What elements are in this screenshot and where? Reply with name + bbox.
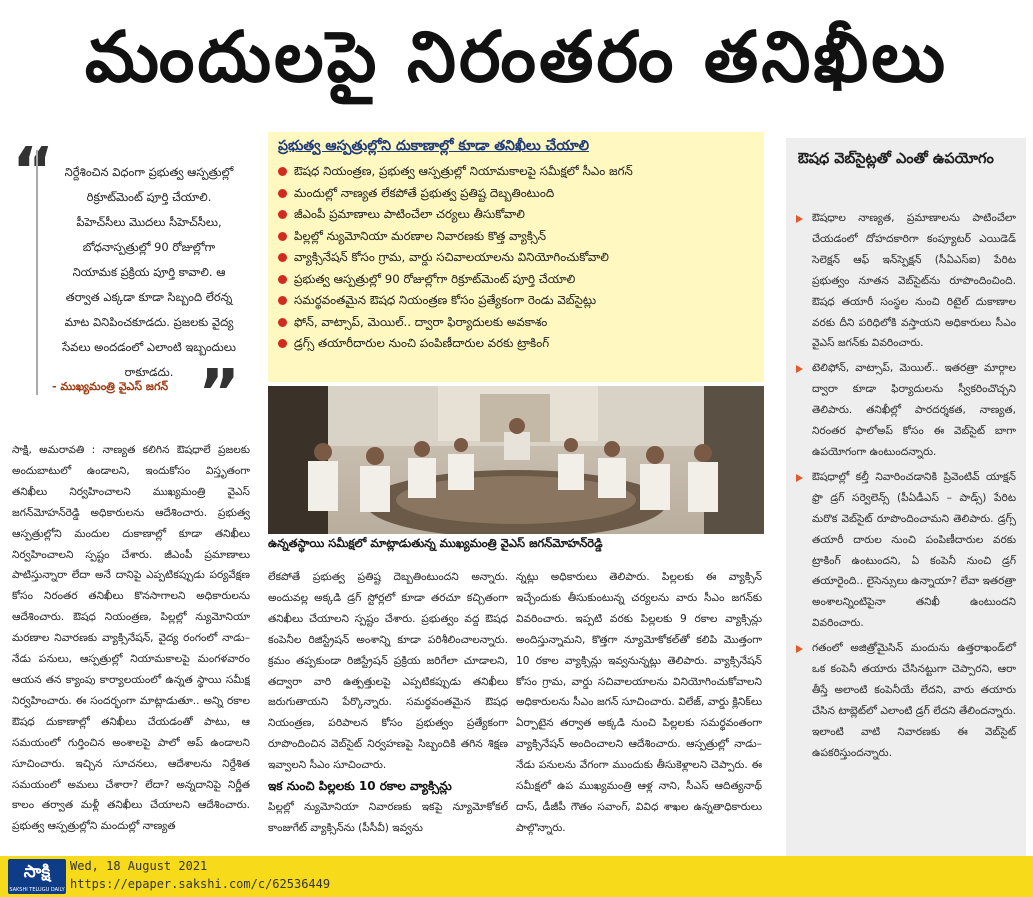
highlight-item: డ్రగ్స్‌ తయారీదారుల నుంచి పంపిణీదారుల వరకు ట్రాకింగ్‌ (278, 333, 754, 355)
sidebar-item: టెలిఫోన్‌, వాట్సాప్‌, మెయిల్‌.. ఇతరత్రా మార్గాల ద్వారా కూడా ఫిర్యాదులను స్వీకరించొచ్చని తెలిపారు. తనిఖీల్లో పారదర్శకత, నాణ్యత, నిరంతర ఫాలోఅప్‌ కోసం ఈ వెబ్‌సైట్‌ బాగా ఉపయోగంగా ఉంటుందన్నారు. (796, 358, 1016, 463)
meeting-photo-illustration (268, 386, 764, 534)
highlight-item: సమర్థవంతమైన ఔషధ నియంత్రణ కోసం ప్రత్యేకంగా రెండు వెబ్‌సైట్లు (278, 290, 754, 312)
article-column-2-tail: పిల్లల్లో న్యుమోనియా నివారణకు ఇకపై న్యూమోకోకల్‌ కాంజుగేట్‌ వ్యాక్సిన్‌ను (పీసీవీ) ఇవ్వను (268, 800, 508, 834)
highlight-item: ఫోన్‌, వాట్సాప్‌, మెయిల్‌.. ద్వారా ఫిర్యాదులకు అవకాశం (278, 312, 754, 334)
sidebar-body (786, 208, 1026, 848)
bullet-icon (278, 232, 287, 241)
article-subhead: ఇక నుంచి పిల్లలకు 10 రకాల వ్యాక్సిన్లు (268, 779, 452, 794)
arrow-icon (796, 365, 803, 373)
highlights-title: ప్రభుత్వ ఆస్పత్రుల్లోని దుకాణాల్లో కూడా తనిఖీలు చేయాలి (278, 138, 589, 154)
sidebar-item: గతంలో అజిత్రోమైసిన్‌ మందును ఉత్తరాఖండ్‌లో ఒక కంపెనీ తయారు చేసినట్టుగా చెప్పారని, ఆరా తీస్తే అలాంటి కంపెనీయే లేదని, వారు తయారు చేసిన టాబ్లెట్‌లో ఎలాంటి డ్రగ్‌ లేదని తేలిందన్నారు. ఇలాంటి వాటి నివారణకు ఈ వెబ్‌సైట్‌ ఉపకరిస్తుందన్నారు. (796, 638, 1016, 763)
close-quote-icon: ” (197, 357, 240, 431)
article-column-1: సాక్షి, అమరావతి : నాణ్యత కలిగిన ఔషధాలే ప్రజలకు అందుబాటులో ఉండాలని, ఇందుకోసం విస్తృతంగా తనిఖీలు నిర్వహించాలని ముఖ్యమంత్రి వైఎస్‌ జగన్‌మోహన్‌రెడ్డి అధికారులను ఆదేశించారు. ప్రభుత్వ ఆస్పత్రుల్లోని మందుల దుకాణాల్లో కూడా తనిఖీలు నిర్వహించాలని స్పష్టం చేశారు. జీఎంపీ ప్రమాణాలు పాటిస్తున్నారా లేదా అనే దానిపై ఎప్పటికప్పుడు పర్యవేక్షణ కోసం నిరంతర తనిఖీలు కొనసాగాలని అధికారులను ఆదేశించారు. ఔషధ నియంత్రణ, పిల్లల్లో న్యుమోనియా మరణాల నివారణకు వ్యాక్సినేషన్‌, వైద్య రంగంలో నాడు–నేడు పనులు, ఆస్పత్రుల్లో నియామకాలపై మంగళవారం ఆయన తన క్యాంపు కార్యాలయంలో ఉన్నత స్థాయి సమీక్ష నిర్వహించారు. ఈ సందర్భంగా మాట్లాడుతూ.. అన్ని రకాల ఔషధ దుకాణాల్లో తనిఖీలు చేయడంతో పాటు, ఆ సమయంలో గుర్తించిన అంశాలపై పాలో అప్‌ ఉండాలని సూచించారు. ఇచ్చిన సూచనలు, ఆదేశాలను నిర్దేశిత సమయంలో అమలు చేశారా? లేదా? అన్నదానిపై నిర్ణీత కాలం తర్వాత మళ్లీ తనిఖీలు చేయాలని ఆదేశించారు. ప్రభుత్వ ఆస్పత్రుల్లోని మందుల్లో నాణ్యత (12, 444, 250, 833)
sakshi-logo[interactable]: సాక్షి SAKSHI TELUGU DAILY (8, 859, 66, 894)
sidebar-title: ఔషధ వెబ్‌సైట్లతో ఎంతో ఉపయోగం (798, 151, 994, 167)
bullet-icon (278, 296, 287, 305)
logo-subtitle: SAKSHI TELUGU DAILY (9, 887, 65, 893)
quote-signature: - ముఖ్యమంత్రి వైఎస్‌ జగన్‌ (52, 380, 169, 393)
photo-caption: ఉన్నతస్థాయి సమీక్షలో మాట్లాడుతున్న ముఖ్యమంత్రి వైఎస్‌ జగన్‌మోహన్‌రెడ్డి (268, 536, 603, 550)
quote-text: నిర్దేశించిన విధంగా ప్రభుత్వ ఆస్పత్రుల్లో రిక్రూట్‌మెంట్‌ పూర్తి చేయాలి. పీహెచ్‌సీలు మొదలు సీహెచ్‌సీలు, బోధనాస్పత్రుల్లో 90 రోజుల్లోగా నియామక ప్రక్రియ పూర్తి కావాలి. ఆ తర్వాత ఎక్కడా కూడా సిబ్బంది లేరన్న మాట వినిపించకూడదు. ప్రజలకు వైద్య సేవలు అందడంలో ఎలాంటి ఇబ్బందులు రాకూడదు. (36, 150, 244, 395)
open-quote-icon: “ (12, 135, 55, 209)
epaper-link[interactable]: https://epaper.sakshi.com/c/62536449 (70, 877, 331, 891)
footer-bar (0, 856, 1033, 897)
highlight-item: ప్రభుత్వ ఆస్పత్రుల్లో 90 రోజుల్లోగా రిక్రూట్‌మెంట్‌ పూర్తి చేయాలి (278, 269, 754, 291)
arrow-icon (796, 645, 803, 653)
highlight-item: జీఎంపీ ప్రమాణాలు పాటించేలా చర్యలు తీసుకోవాలి (278, 204, 754, 226)
sidebar-item: ఔషధాల్లో కల్తీ నివారించడానికి ప్రివెంటివ్‌ యాక్షన్‌ ఫ్రొ డ్రగ్‌ సర్వెలెన్స్‌ (పీఏడీఎస్‌ – పాడ్స్‌) పేరిట మరొక వెబ్‌సైట్‌ రూపొందించామని తెలిపారు. డ్రగ్స్‌ తయారీ దారుల నుంచి పంపిణీదారుల వరకు ట్రాకింగ్‌ ఉంటుందని, ఏ కంపెనీ నుంచి డ్రగ్‌ తయారైంది.. లైసెన్సులు ఉన్నాయా? లేవా ఇతరత్రా అంశాలన్నింటిపైనా తనిఖీ ఉంటుందని వివరించారు. (796, 467, 1016, 634)
bullet-icon (278, 339, 287, 348)
bullet-icon (278, 275, 287, 284)
highlights-list (278, 161, 754, 355)
sidebar-item: ఔషధాల నాణ్యత, ప్రమాణాలను పాటించేలా చేయడంలో దోహదకారిగా కంప్యూటర్‌ ఎయిడెడ్‌ సెలెక్షన్‌ ఆఫ్‌ ఇన్‌స్పెక్షన్‌ (సీఏఎస్‌ఐ) పేరిట ప్రభుత్వం నూతన వెబ్‌సైట్‌ను రూపొందించింది. ఔషధ తయారీ సంస్థల నుంచి రిటైల్‌ దుకాణాల వరకు దీని పరిధిలోకి వస్తాయని అధికారులు సీఎం వైఎస్‌ జగన్‌కు వివరించారు. (796, 208, 1016, 354)
bullet-icon (278, 167, 287, 176)
quote-box (12, 135, 244, 431)
article-column-2 (268, 567, 508, 845)
highlight-item: పిల్లల్లో న్యుమోనియా మరణాల నివారణకు కొత్త వ్యాక్సిన్‌ (278, 226, 754, 248)
sidebar-box (786, 138, 1026, 858)
arrow-icon (796, 215, 803, 223)
bullet-icon (278, 210, 287, 219)
highlight-item: మందుల్లో నాణ్యత లేకపోతే ప్రభుత్వ ప్రతిష్ట దెబ్బతింటుంది (278, 183, 754, 205)
article-column-2-text: లేకపోతే ప్రభుత్వ ప్రతిష్ట దెబ్బతింటుందని అన్నారు. అందువల్ల అక్కడి డ్రగ్‌ స్టోర్లలో కూడా తరచూ కచ్చితంగా తనిఖీలు చేయాలని స్పష్టం చేశారు. ప్రభుత్వం వద్ద ఔషధ కంపెనీల రిజిస్ట్రేషన్‌ అంశాన్ని కూడా పరిశీలించాలన్నారు. క్రమం తప్పకుండా రిజిస్ట్రేషన్‌ ప్రక్రియ జరిగేలా చూడాలని, తద్వారా వారి ఉత్పత్తులపై ఎప్పటికప్పుడు తనిఖీలు జరుగుతాయని పేర్కొన్నారు. సమర్థవంతమైన ఔషధ నియంత్రణ, పరిపాలన కోసం ప్రభుత్వం ప్రత్యేకంగా రూపొందించిన వెబ్‌సైట్‌ నిర్వహణపై సిబ్బందికి తగిన శిక్షణ ఇవ్వాలని సీఎం సూచించారు. (268, 571, 508, 772)
headline: మందులపై నిరంతరం తనిఖీలు (84, 15, 949, 98)
highlight-item: ఔషధ నియంత్రణ, ప్రభుత్వ ఆస్పత్రుల్లో నియామకాలపై సమీక్షలో సీఎం జగన్‌ (278, 161, 754, 183)
highlights-box (268, 132, 764, 382)
bullet-icon (278, 189, 287, 198)
bullet-icon (278, 318, 287, 327)
meeting-photo (268, 386, 764, 534)
arrow-icon (796, 474, 803, 482)
article-column-3: న్నట్లు అధికారులు తెలిపారు. పిల్లలకు ఈ వ్యాక్సిన్‌ ఇచ్చేందుకు తీసుకుంటున్న చర్యలను వారు సీఎం జగన్‌కు వివరించారు. ఇప్పటి వరకు పిల్లలకు 9 రకాల వ్యాక్సిన్లు అందిస్తున్నామని, కొత్తగా న్యూమోకోకల్‌తో కలిపి మొత్తంగా 10 రకాల వ్యాక్సిన్లు ఇవ్వనున్నట్లు తెలిపారు. వ్యాక్సినేషన్‌ కోసం గ్రామ, వార్డు సచివాలయాలను వినియోగించుకోవాలని అధికారులను సీఎం జగన్‌ సూచించారు. విలేజ్‌, వార్డు క్లినిక్‌లు ఏర్పాటైన తర్వాత అక్కడి నుంచి పిల్లలకు సమర్థవంతంగా వ్యాక్సినేషన్‌ అందించాలని ఆదేశించారు. ఆస్పత్రుల్లో నాడు–నేడు పనులను వేగంగా ముందుకు తీసుకెళ్లాలని చెప్పారు. ఈ సమీక్షలో ఉప ముఖ్యమంత్రి ఆళ్ల నాని, సీఎస్‌ ఆదిత్యనాథ్‌ దాస్‌, డీజీపీ గౌతం సవాంగ్‌, వివిధ శాఖల ఉన్నతాధికారులు పాల్గొన్నారు. (516, 571, 762, 834)
edition-date: Wed, 18 August 2021 (70, 859, 208, 873)
highlight-item: వ్యాక్సినేషన్‌ కోసం గ్రామ, వార్డు సచివాలయాలను వినియోగించుకోవాలి (278, 247, 754, 269)
bullet-icon (278, 253, 287, 262)
